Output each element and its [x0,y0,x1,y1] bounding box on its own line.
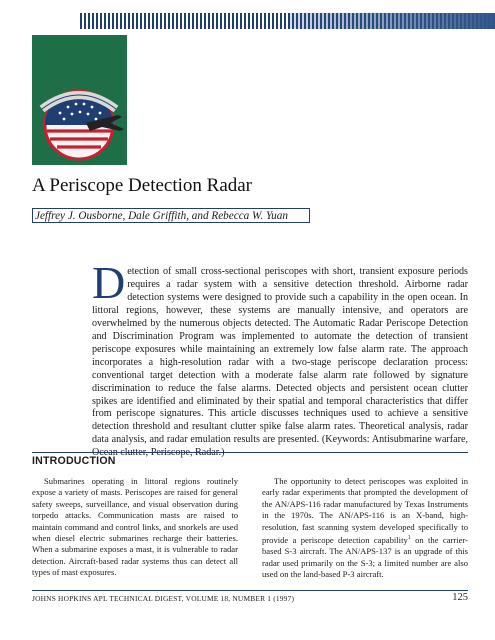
article-authors: Jeffrey J. Ousborne, Dale Griffith, and Rebecca W. Yuan [32,208,310,223]
introduction-column-right [262,476,468,581]
section-divider [32,452,468,453]
introduction-column-left: Submarines operating in littoral regions routinely expose a variety of masts. Periscopes are raised for general safety sweeps, surveillance, and visual observation during torpedo attacks. Communication masts are raised to maintain command and control links, and snorkels are used when diesel electric submarines recharge their batteries. When a submarine exposes a mast, it is vulnerable to radar detection. Aircraft-based radar systems thus can detect all types of mast exposures. [32,476,238,578]
abstract-text: etection of small cross-sectional periscopes with short, transient exposure periods requires a radar system with a sensitive detection threshold. Airborne radar detection systems were designed to provide such a capability in the open ocean. In littoral regions, however, these systems are manually intensive, and operators are overwhelmed by the numerous objects detected. The Automatic Radar Periscope Detection and Discrimination Program was implemented to automate the detection of transient periscope exposures while maintaining an extremely low false alarm rate. The approach incorporates a high-resolution radar with a two-stage periscope declaration process: conventional target detection with a moderate false alarm rate followed by signature discrimination to reduce the false alarms. Detected objects and persistent ocean clutter spikes are identified and eliminated by their spatial and temporal characteristics that differ from periscope signatures. This article discusses techniques used to achieve a sensitive detection threshold and resultant clutter spike false alarm rates. Theoretical analysis, radar data analysis, and radar emulation results are presented. (Keywords: Antisubmarine warfare, [92,266,468,446]
reference-superscript: 1 [407,535,411,542]
logo-emblem-icon [32,35,127,165]
abstract-dropcap: D [92,257,126,308]
introduction-right-text-2: on the carrier-based S-3 aircraft. The AN/APS-137 is an upgrade of this radar used primarily on the S-3; a limited number are also used on the land-based P-3 aircraft. [262,534,468,580]
article-abstract [92,257,468,460]
journal-footer: JOHNS HOPKINS APL TECHNICAL DIGEST, VOLUME 18, NUMBER 1 (1997) [32,594,295,603]
joint-strike-fighter-logo [32,35,127,165]
header-stripe-gradient [290,13,495,29]
introduction-right-text-1: The opportunity to detect periscopes was exploited in early radar experiments that prompted the development of the AN/APS-116 radar manufactured by Texas Instruments in the 1970s. The AN/APS-116 is an X-band, high-resolution, fast scanning system developed specifically to provide a periscope detection capability [262,476,468,545]
page-number: 125 [452,592,468,603]
article-title: A Periscope Detection Radar [32,175,253,196]
footer-divider [32,590,468,591]
section-heading-introduction: INTRODUCTION [32,455,116,467]
